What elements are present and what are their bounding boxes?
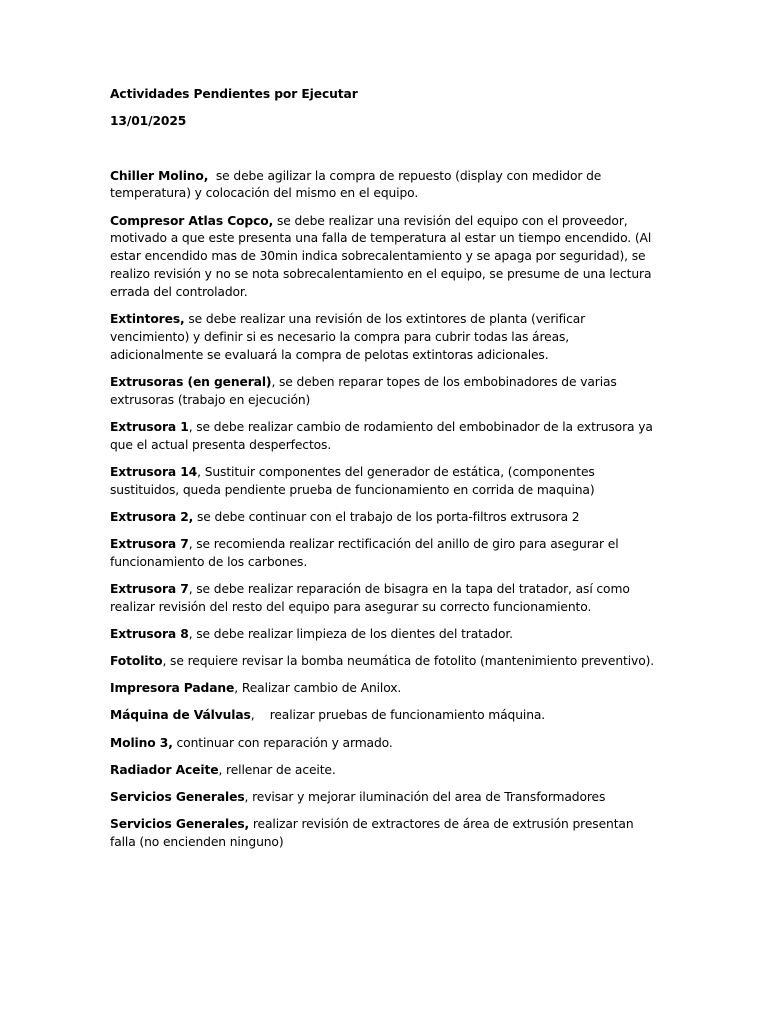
entry-impresora-padane [110, 680, 658, 698]
entry-molino-3 [110, 735, 658, 753]
entry-label: Fotolito [110, 654, 163, 669]
entry-label: Extintores, [110, 311, 185, 326]
document-title: Actividades Pendientes por Ejecutar [110, 87, 358, 101]
entry-extrusora-7-bisagra [110, 581, 658, 617]
entry-servicios-generales-iluminacion [110, 789, 658, 807]
entry-compresor-atlas-copco [110, 213, 658, 302]
entry-fotolito [110, 653, 658, 671]
entry-extrusora-14 [110, 464, 658, 500]
entry-extrusoras-general [110, 374, 658, 410]
entry-text: , se recomienda realizar rectificación del anillo de giro para asegurar el funcionamiento de los carbones. [110, 536, 619, 569]
entry-text: , se debe realizar reparación de bisagra en la tapa del tratador, así como realizar revisión del resto del equipo para asegurar su correcto funcionamiento. [110, 581, 630, 614]
entry-text: continuar con reparación y armado. [172, 735, 393, 750]
entry-label: Compresor Atlas Copco, [110, 213, 274, 228]
entry-text: , se deben reparar topes de los embobinadores de varias extrusoras (trabajo en ejecución) [110, 374, 617, 407]
entry-radiador-aceite [110, 762, 658, 780]
entry-text: se debe continuar con el trabajo de los porta-filtros extrusora 2 [193, 509, 580, 524]
entry-text: , se debe realizar cambio de rodamiento del embobinador de la extrusora ya que el actual presenta desperfectos. [110, 419, 653, 452]
entry-text: , revisar y mejorar iluminación del area de Transformadores [244, 789, 606, 804]
entry-text: , realizar pruebas de funcionamiento máquina. [250, 708, 546, 723]
entry-text: , rellenar de aceite. [218, 762, 336, 777]
entry-text: se debe agilizar la compra de repuesto (display con medidor de temperatura) y colocación del mismo en el equipo. [110, 168, 605, 201]
entry-label: Servicios Generales [110, 789, 245, 804]
entry-text: se debe realizar una revisión del equipo con el proveedor, motivado a que este presenta una falla de temperatura al estar un tiempo encendido. (Al estar encendido mas de 30min indica sobrecalentamiento y se apaga por seguridad), se realizo revisión y no se nota sobrecalentamiento en el equipo, se presume de una lectura errada del controlador. [110, 213, 652, 299]
entry-label: Extrusora 14 [110, 464, 198, 479]
entry-text: realizar revisión de extractores de área de extrusión presentan falla (no encienden ninguno) [110, 817, 634, 849]
entry-extintores [110, 311, 658, 364]
entry-label: Extrusora 2, [110, 509, 194, 524]
entry-label: Extrusoras (en general) [110, 374, 272, 389]
entry-chiller-molino [110, 168, 658, 204]
entry-label: Servicios Generales, [110, 817, 250, 832]
entry-extrusora-8 [110, 626, 658, 644]
entry-extrusora-7-anillo [110, 536, 658, 572]
entry-text: , Sustituir componentes del generador de estática, (componentes sustituidos, queda pendiente prueba de funcionamiento en corrida de maquina) [110, 464, 595, 497]
entry-extrusora-1 [110, 419, 658, 455]
entry-label: Extrusora 7 [110, 581, 189, 596]
entry-label: Chiller Molino, [110, 168, 209, 183]
entry-text: , se debe realizar limpieza de los dientes del tratador. [188, 626, 513, 641]
entry-servicios-generales-extractores [110, 816, 658, 852]
entry-extrusora-2 [110, 509, 658, 527]
entry-label: Radiador Aceite [110, 762, 219, 777]
document-date: 13/01/2025 [110, 113, 187, 128]
entry-text: se debe realizar una revisión de los extintores de planta (verificar vencimiento) y definir si es necesario la compra para cubrir todas las áreas, adicionalmente se evaluará la compra de pelotas extintoras adicionales. [110, 311, 586, 362]
entry-label: Máquina de Válvulas [110, 708, 251, 723]
entry-text: , se requiere revisar la bomba neumática de fotolito (mantenimiento preventivo). [162, 654, 655, 669]
entry-maquina-valvulas [110, 707, 658, 725]
entry-label: Extrusora 7 [110, 536, 189, 551]
entry-label: Impresora Padane [110, 681, 235, 696]
document-body [110, 86, 658, 861]
entry-label: Extrusora 8 [110, 626, 189, 641]
entry-text: , Realizar cambio de Anilox. [234, 681, 402, 696]
entry-label: Extrusora 1 [110, 419, 189, 434]
entry-label: Molino 3, [110, 735, 173, 750]
